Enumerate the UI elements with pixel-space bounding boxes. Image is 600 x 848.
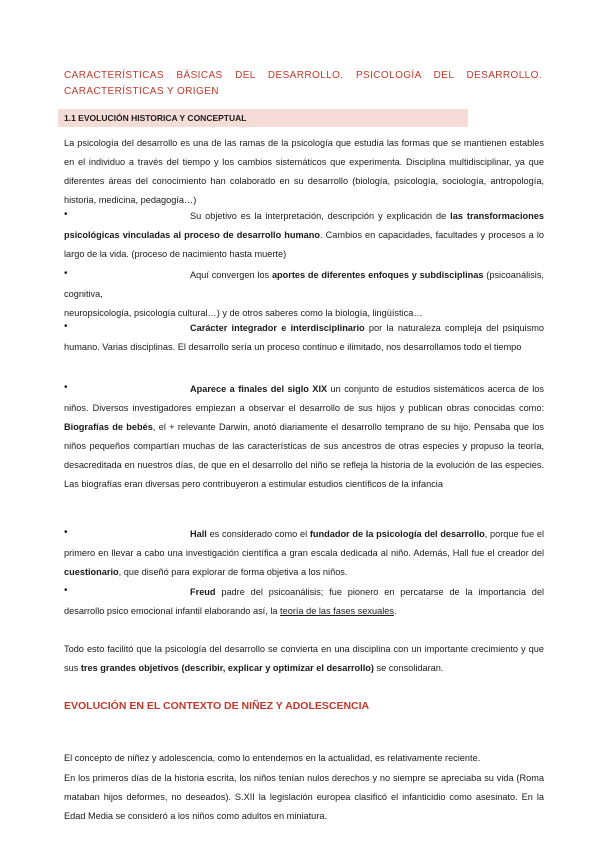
underlined-term: teoría de las fases sexuales: [280, 606, 394, 616]
text: , porque fue el primero en llevar a cabo una investigación científica a gran escala dedicada al niño. Además, Hall fue el creador del: [64, 529, 544, 558]
bullet-icon: •: [64, 321, 68, 332]
bullet-icon: •: [64, 527, 68, 538]
emphasis: Hall: [190, 529, 207, 539]
text: un conjunto de estudios sistemáticos acerca de los niños. Diversos investigadores empiezan a observar el desarrollo de sus hijos y publican obras conocidas como:: [64, 384, 544, 413]
text: Su objetivo es la interpretación, descripción y explicación de: [190, 211, 451, 221]
emphasis: Freud: [190, 587, 216, 597]
text: .: [393, 606, 397, 616]
text: padre del psicoanálisis; fue pionero en percatarse de la importancia del desarrollo psico emocional infantil elaborando así, la: [64, 587, 544, 616]
bullet-item-freud: [64, 583, 544, 621]
text: En los primeros días de la historia escrita, los niños tenían nulos derechos y no siempre se apreciaba su vida (Roma mataban hijos deformes, no deseados). S.XII la legislación europea clasificó el infanticidio como asesinato. En la Edad Media se consideró a los niños como adultos en miniatura.: [64, 773, 544, 821]
text: neuropsicología, psicología cultural…) y de otros saberes como la biología, lingüística…: [64, 308, 423, 318]
emphasis: tres grandes objetivos (describir, explicar y optimizar el desarrollo): [80, 663, 374, 673]
section2-paragraph-1: [64, 749, 544, 768]
text: Todo esto facilitó que la psicología del desarrollo se convierta en una disciplina con un importante crecimiento y que sus: [64, 644, 544, 673]
text: es considerado como el: [206, 529, 310, 539]
bullet-icon: •: [64, 268, 68, 279]
emphasis: Carácter integrador e interdisciplinario: [190, 323, 365, 333]
text: (psicoanálisis, cognitiva,: [64, 270, 544, 299]
text: . Cambios en capacidades, facultades y procesos a lo largo de la vida. (proceso de nacimiento hasta muerte): [64, 230, 544, 259]
bullet-item-aportes: [64, 266, 544, 323]
text: , que diseñó para explorar de forma objetiva a los niños.: [118, 567, 348, 577]
text: El concepto de niñez y adolescencia, como lo entendemos en la actualidad, es relativamente reciente.: [64, 753, 481, 763]
bullet-icon: •: [64, 209, 68, 220]
page-title: CARACTERÍSTICAS BÁSICAS DEL DESARROLLO. PSICOLOGÍA DEL DESARROLLO. CARACTERÍSTICAS Y ORIGEN: [64, 70, 542, 97]
text: se consolidaran.: [373, 663, 444, 673]
intro-text: La psicología del desarrollo es una de las ramas de la psicología que estudia las formas que se mantienen estables en el individuo a través del tiempo y los cambios sistemáticos que experimenta. Disciplina multidisciplinar, ya que diferentes áreas del conocimiento han colaborado en su desarrollo (biología, psicología, sociología, antropología, historia, medicina, pedagogía…): [64, 138, 544, 205]
bullet-icon: •: [64, 585, 68, 596]
emphasis: Biografías de bebés: [64, 422, 153, 432]
text: Aquí convergen los: [190, 270, 272, 280]
text: por la naturaleza compleja del psiquismo humano. Varias disciplinas. El desarrollo sería un proceso continuo e ilimitado, nos desarrollamos todo el tiempo: [64, 323, 544, 352]
bullet-item-objective: [64, 207, 544, 264]
bullet-icon: •: [64, 382, 68, 393]
section-heading-2: EVOLUCIÓN EN EL CONTEXTO DE NIÑEZ Y ADOLESCENCIA: [64, 700, 370, 712]
text: , el + relevante Darwin, anotó diariamente el desarrollo temprano de su hijo. Pensaba que los niños pequeños compartían muchas de las características de sus ancestros de otras especies y propuso la teoría, desacreditada en nuestros días, de que en el desarrollo del niño se refleja la historia de la evolución de las especies. Las biografías eran diversas pero contribuyeron a estimular estudios científicos de la infancia: [64, 422, 544, 489]
bullet-item-hall: [64, 525, 544, 582]
emphasis: aportes de diferentes enfoques y subdisciplinas: [271, 270, 484, 280]
intro-paragraph: [64, 134, 544, 210]
emphasis: Aparece a finales del siglo XIX: [190, 384, 328, 394]
bullet-item-siglo-xix: [64, 380, 544, 494]
summary-paragraph: [64, 640, 544, 678]
emphasis: las transformaciones psicológicas vinculadas al proceso de desarrollo humano: [64, 211, 544, 240]
bullet-item-integrador: [64, 319, 544, 357]
emphasis: fundador de la psicología del desarrollo: [309, 529, 485, 539]
section2-paragraph-2: [64, 769, 544, 826]
section-heading-1: 1.1 EVOLUCIÓN HISTORICA Y CONCEPTUAL: [64, 113, 247, 123]
emphasis: cuestionario: [64, 567, 119, 577]
